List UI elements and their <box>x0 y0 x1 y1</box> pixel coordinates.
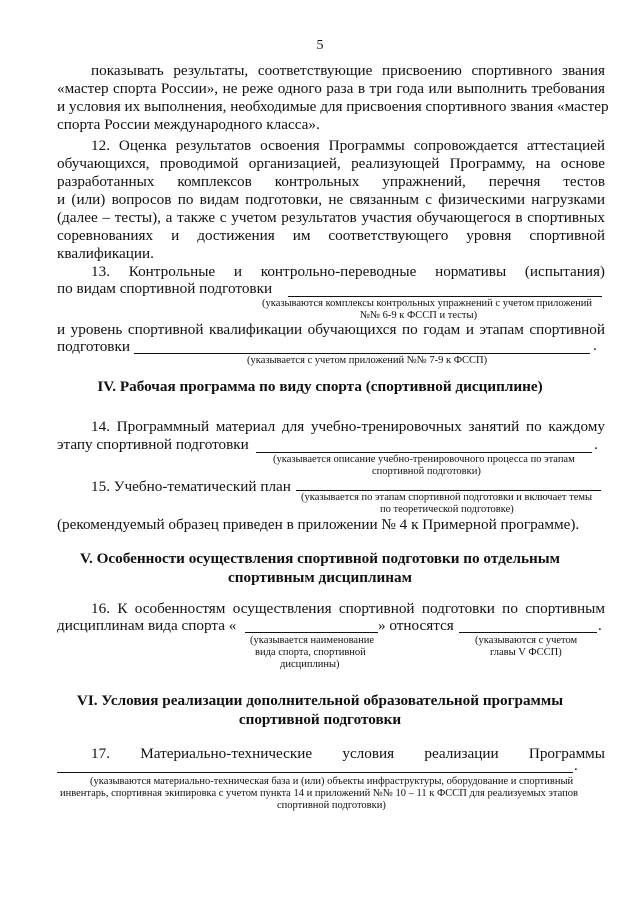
period: . <box>574 758 578 774</box>
text-line: дисциплинам вида спорта « <box>57 617 237 634</box>
field-caption: инвентарь, спортивная экипировка с учетом пункта 14 и приложений №№ 10 – 11 к ФССП для реализуемых этапов <box>60 788 578 799</box>
text-line: 16. К особенностям осуществления спортивной подготовки по спортивным <box>91 600 605 617</box>
field-caption: главы V ФССП) <box>490 647 562 658</box>
period: . <box>598 618 602 634</box>
field-caption: по теоретической подготовке) <box>380 504 514 515</box>
text-line: этапу спортивной подготовки <box>57 436 249 453</box>
field-caption: дисциплины) <box>280 659 340 670</box>
fill-in-blank-line <box>459 632 597 633</box>
text-line: показывать результаты, соответствующие присвоению спортивного звания <box>91 62 605 79</box>
text-line: квалификации. <box>57 245 154 262</box>
field-caption: (указывается описание учебно-тренировочного процесса по этапам <box>273 454 575 465</box>
field-caption: (указывается наименование <box>250 635 374 646</box>
text-line: разработанных комплексов контрольных упражнений, перечня тестов <box>57 173 605 190</box>
text-line: 17. Материально-технические условия реализации Программы <box>91 745 605 762</box>
field-caption: (указываются материально-техническая база и (или) объекты инфраструктуры, оборудование и спортивный <box>90 776 574 787</box>
page-number: 5 <box>316 38 324 53</box>
field-caption: спортивной подготовки) <box>277 800 386 811</box>
text-line: 13. Контрольные и контрольно-переводные нормативы (испытания) <box>91 263 605 280</box>
section-heading: спортивной подготовки <box>238 711 402 728</box>
text-line: » относятся <box>378 617 454 634</box>
text-line: и (или) вопросов по видам подготовки, не связанным с физическими нагрузками <box>57 191 605 208</box>
text-line: и условия их выполнения, необходимые для присвоения спортивного звания «мастер <box>57 98 609 115</box>
text-line: обучающихся, проводимой организацией, реализующей Программу, на основе <box>57 155 605 172</box>
text-line: и уровень спортивной квалификации обучающихся по годам и этапам спортивной <box>57 321 605 338</box>
field-caption: (указывается с учетом приложений №№ 7-9 к ФССП) <box>247 355 488 366</box>
field-caption: спортивной подготовки) <box>372 466 481 477</box>
section-heading: IV. Рабочая программа по виду спорта (спортивной дисциплине) <box>97 378 543 395</box>
period: . <box>593 338 597 354</box>
field-caption: вида спорта, спортивной <box>255 647 366 658</box>
field-caption: (указываются комплексы контрольных упражнений с учетом приложений <box>262 298 593 309</box>
section-heading: VI. Условия реализации дополнительной образовательной программы <box>76 692 564 709</box>
text-line: по видам спортивной подготовки <box>57 280 273 297</box>
fill-in-blank-line <box>57 772 573 773</box>
text-line: 15. Учебно-тематический план <box>91 478 291 495</box>
text-line: 14. Программный материал для учебно-тренировочных занятий по каждому <box>91 418 605 435</box>
text-line: (рекомендуемый образец приведен в приложении № 4 к Примерной программе). <box>57 516 580 533</box>
field-caption: (указывается по этапам спортивной подготовки и включает темы <box>301 492 593 503</box>
text-line: «мастер спорта России», не реже одного раза в три года или выполнить требования <box>57 80 605 97</box>
period: . <box>594 437 598 453</box>
fill-in-blank-line <box>245 632 378 633</box>
text-line: (далее – тесты), а также с учетом результатов участия обучающегося в спортивных <box>57 209 605 226</box>
text-line: спорта России международного класса». <box>57 116 320 133</box>
section-heading: V. Особенности осуществления спортивной подготовки по отдельным <box>79 550 561 567</box>
text-line: подготовки <box>57 338 130 355</box>
section-heading: спортивным дисциплинам <box>228 569 412 586</box>
field-caption: №№ 6-9 к ФССП и тесты) <box>360 310 478 321</box>
text-line: 12. Оценка результатов освоения Программы сопровождается аттестацией <box>91 137 605 154</box>
text-line: соревнованиях и достижения им соответствующего уровня спортивной <box>57 227 605 244</box>
field-caption: (указываются с учетом <box>475 635 578 646</box>
